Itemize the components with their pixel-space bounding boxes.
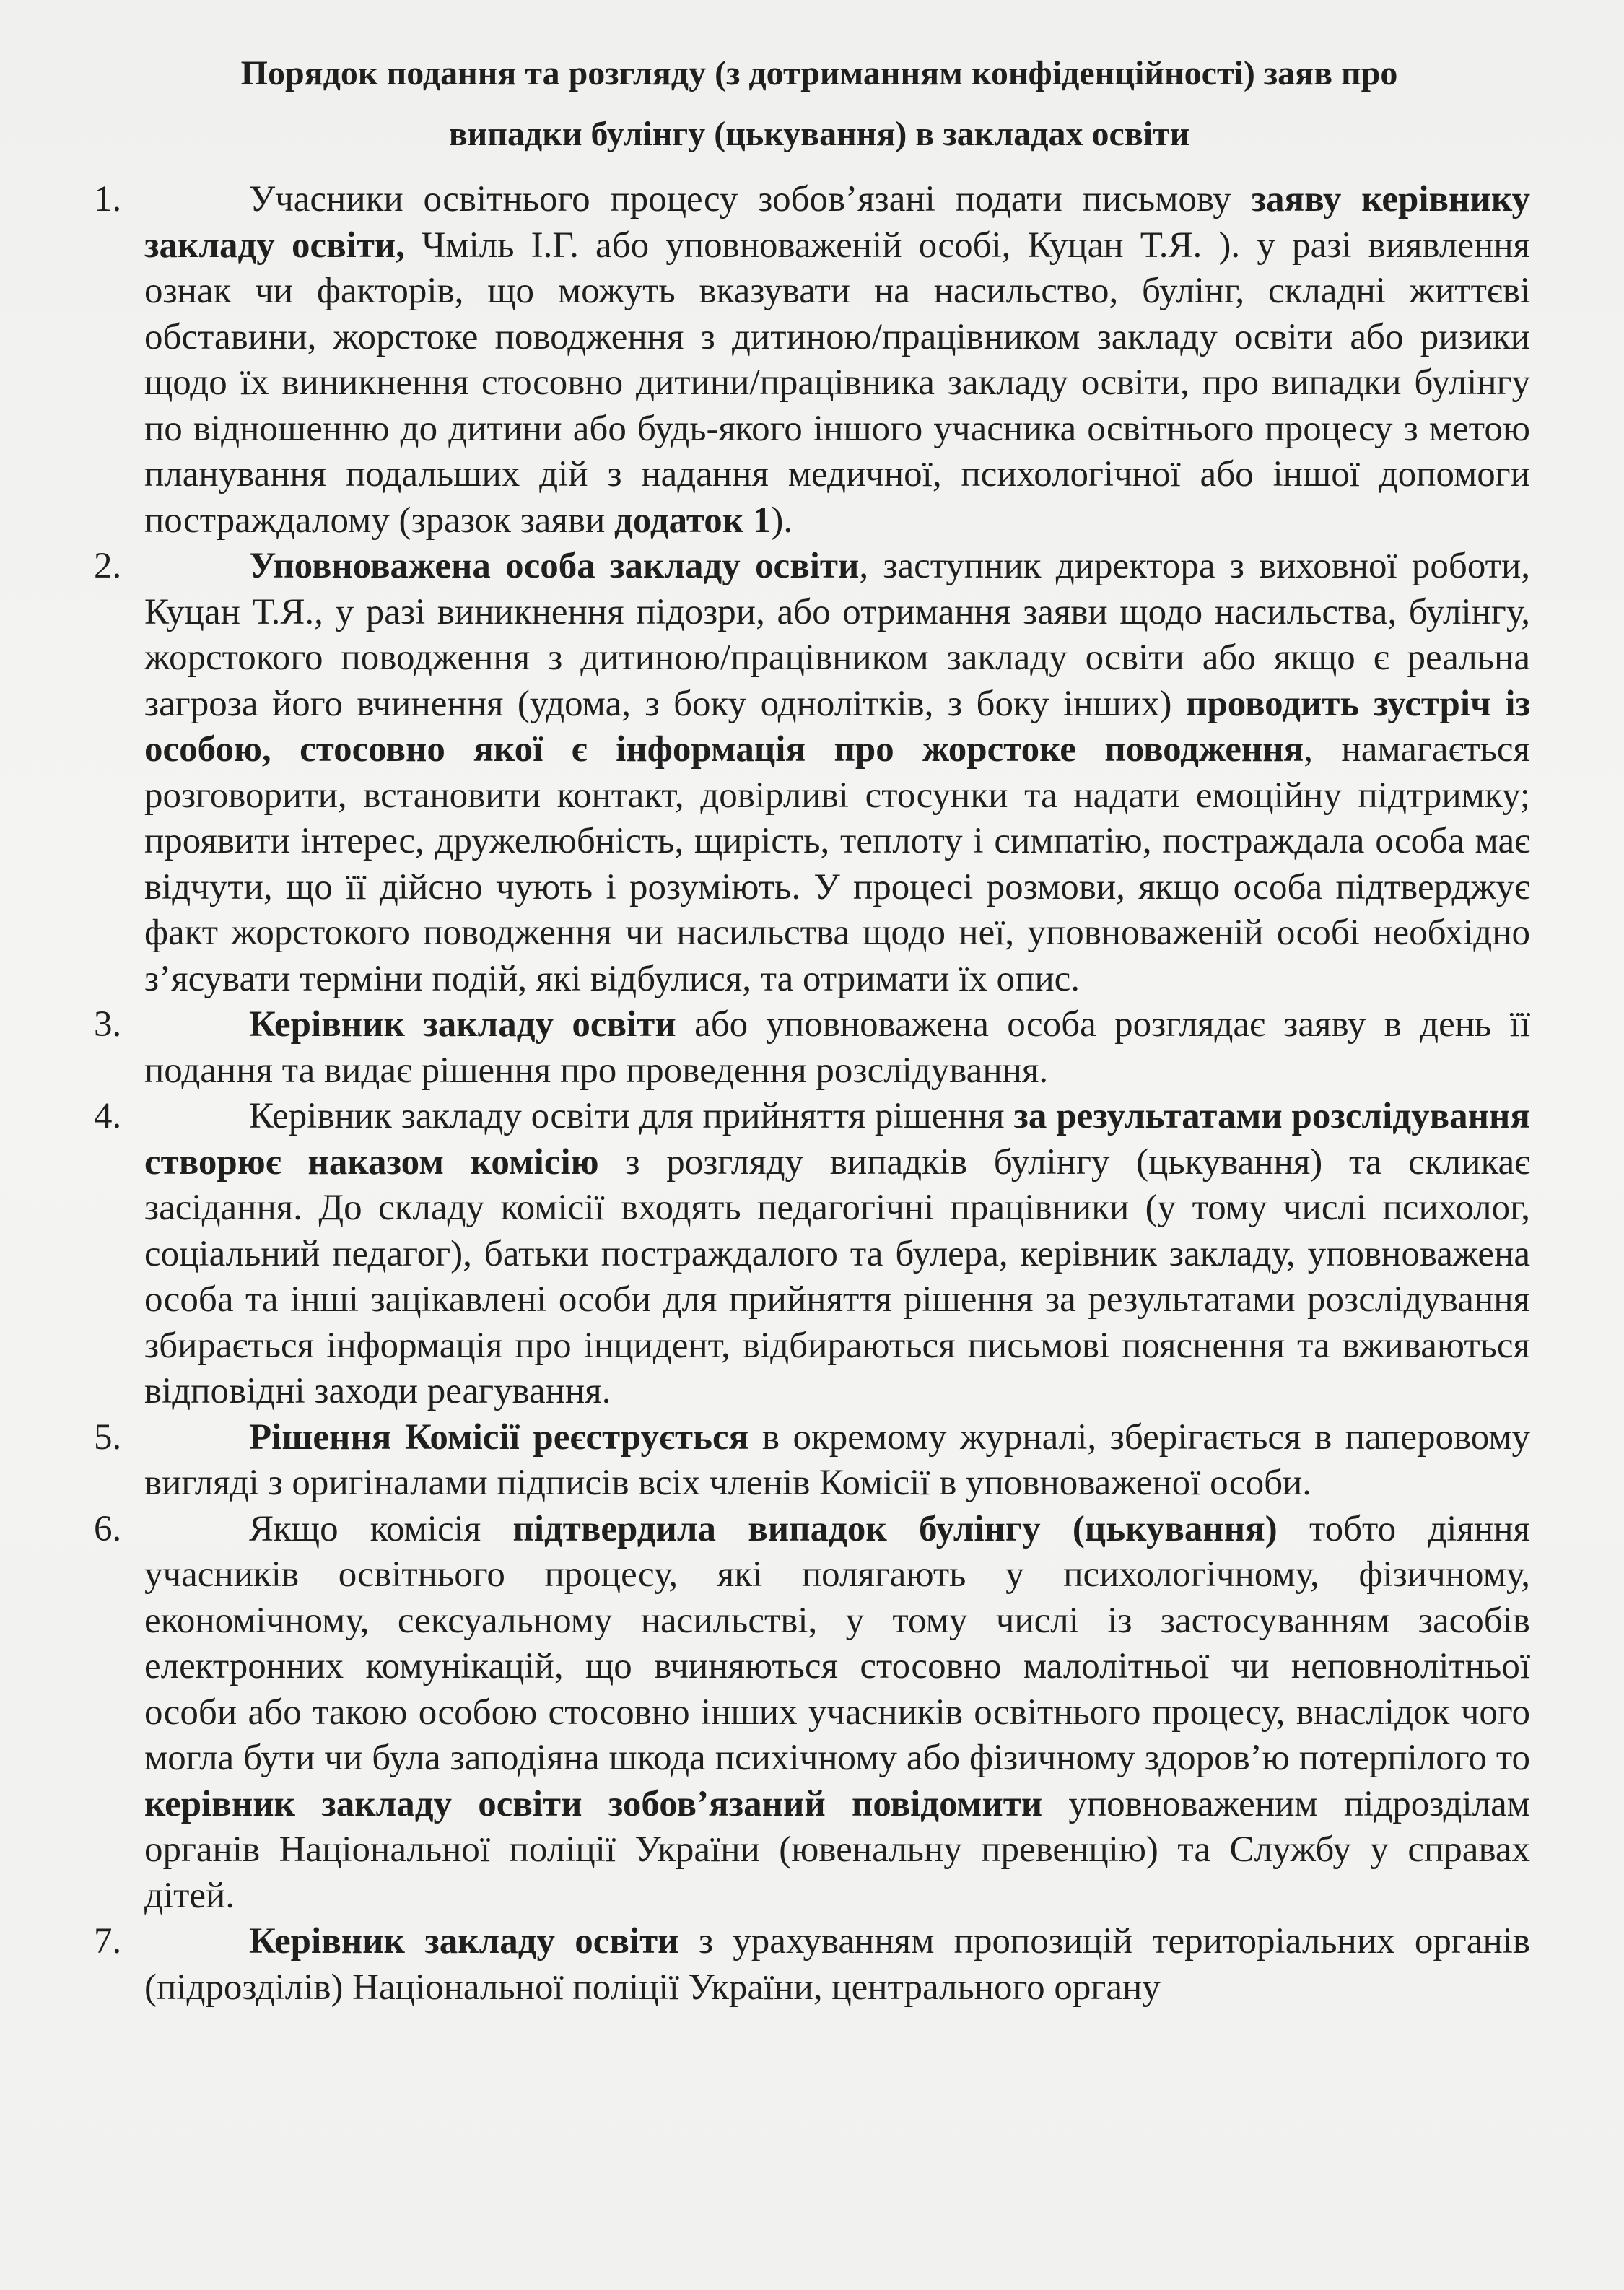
bold-text: додаток 1	[614, 500, 772, 541]
item-number: 4.	[94, 1096, 122, 1136]
document-title: Порядок подання та розгляду (з дотриманням конфіденційності) заяв про випадки булінгу (цькування) в закладах освіти	[240, 54, 1398, 153]
text-run: Якщо комісія	[249, 1508, 513, 1549]
item-text	[144, 1415, 1530, 1507]
text-run: або уповноважена особа розглядає заяву в день її подання та видає рішення про проведення розслідування.	[144, 1004, 1530, 1091]
bold-text: заяву керівнику закладу освіти,	[144, 179, 1530, 266]
bold-text: проводить зустріч із особою, стосовно якої є інформація про жорстоке поводження	[144, 683, 1530, 770]
bold-text: керівник закладу освіти зобов’язаний повідомити	[144, 1783, 1043, 1824]
text-run: з урахуванням пропозицій територіальних органів (підрозділів) Національної поліції України, центрального органу	[144, 1921, 1531, 2008]
item-number: 3.	[94, 1004, 122, 1045]
text-run: , заступник директора з виховної роботи, Куцан Т.Я., у разі виникнення підозри, або отримання заяви щодо насильства, булінгу, жорстокого поводження з дитиною/працівником закладу освіти або якщо є реальна загроза його вчинення (удома, з боку однолітків, з боку інших)	[144, 546, 1530, 724]
list-item	[94, 1094, 1530, 1415]
item-number: 7.	[94, 1921, 122, 1962]
item-number: 2.	[94, 546, 122, 586]
text-run: ).	[771, 500, 793, 541]
list-item	[94, 1507, 1530, 1920]
item-text	[144, 1919, 1530, 2011]
text-run: Учасники освітнього процесу зобов’язані подати письмову	[249, 179, 1252, 219]
bold-text: Рішення Комісії реєструється	[249, 1416, 749, 1458]
list-item	[94, 1415, 1530, 1507]
item-text	[144, 1507, 1530, 1920]
bold-text: Керівник закладу освіти	[249, 1921, 679, 1962]
numbered-list	[94, 177, 1530, 2011]
list-item	[94, 1919, 1530, 2011]
list-item	[94, 177, 1530, 544]
text-run: Чміль І.Г. або уповноваженій особі, Куцан Т.Я. ). у разі виявлення ознак чи факторів, що можуть вказувати на насильство, булінг, складні життєві обставини, жорстоке поводження з дитиною/працівником закладу освіти або ризики щодо їх виникнення стосовно дитини/працівника закладу освіти, про випадки булінгу по відношенню до дитини або будь-якого іншого учасника освітнього процесу з метою планування подальших дій з надання медичної, психологічної або іншої допомоги постраждалому (зразок заяви	[144, 225, 1531, 541]
bold-text: Керівник закладу освіти	[249, 1004, 676, 1045]
text-run: уповноваженим підрозділам органів Національної поліції України (ювенальну превенцію) та Службу у справах дітей.	[144, 1783, 1530, 1916]
item-text	[144, 544, 1530, 1002]
text-run: з розгляду випадків булінгу (цькування) та скликає засідання. До складу комісії входять педагогічні працівники (у тому числі психолог, соціальний педагог), батьки постраждалого та булера, керівник закладу, уповноважена особа та інші зацікавлені особи для прийняття рішення за результатами розслідування збирається інформація про інцидент, відбираються письмові пояснення та вживаються відповідні заходи реагування.	[144, 1141, 1530, 1411]
text-run: Керівник закладу освіти для прийняття рішення	[249, 1096, 1014, 1136]
item-number: 5.	[94, 1416, 122, 1458]
item-text	[144, 1002, 1530, 1094]
bold-text: за результатами розслідування створює наказом комісію	[144, 1096, 1531, 1183]
bold-text: підтвердила випадок булінгу (цькування)	[512, 1508, 1278, 1549]
item-number: 1.	[94, 179, 122, 219]
item-text	[144, 1094, 1530, 1415]
bold-text: Уповноважена особа закладу освіти	[249, 546, 860, 586]
text-run: в окремому журналі, зберігається в паперовому вигляді з оригіналами підписів всіх членів Комісії в уповноваженої особи.	[144, 1416, 1530, 1503]
item-number: 6.	[94, 1508, 122, 1549]
item-text	[144, 177, 1530, 544]
list-item	[94, 1002, 1530, 1094]
text-run: , намагається розговорити, встановити контакт, довірливі стосунки та надати емоційну підтримку; проявити інтерес, дружелюбність, щирість, теплоту і симпатію, постраждала особа має відчути, що її дійсно чують і розуміють. У процесі розмови, якщо особа підтверджує факт жорстокого поводження чи насильства щодо неї, уповноваженій особі необхідно з’ясувати терміни подій, які відбулися, та отримати їх опис.	[144, 729, 1530, 999]
text-run: тобто діяння учасників освітнього процесу, які полягають у психологічному, фізичному, економічному, сексуальному насильстві, у тому числі із застосуванням засобів електронних комунікацій, що вчиняються стосовно малолітньої чи неповнолітньої особи або такою особою стосовно інших учасників освітнього процесу, внаслідок чого могла бути чи була заподіяна шкода психічному або фізичному здоров’ю потерпілого то	[144, 1508, 1530, 1778]
list-item	[94, 544, 1530, 1002]
